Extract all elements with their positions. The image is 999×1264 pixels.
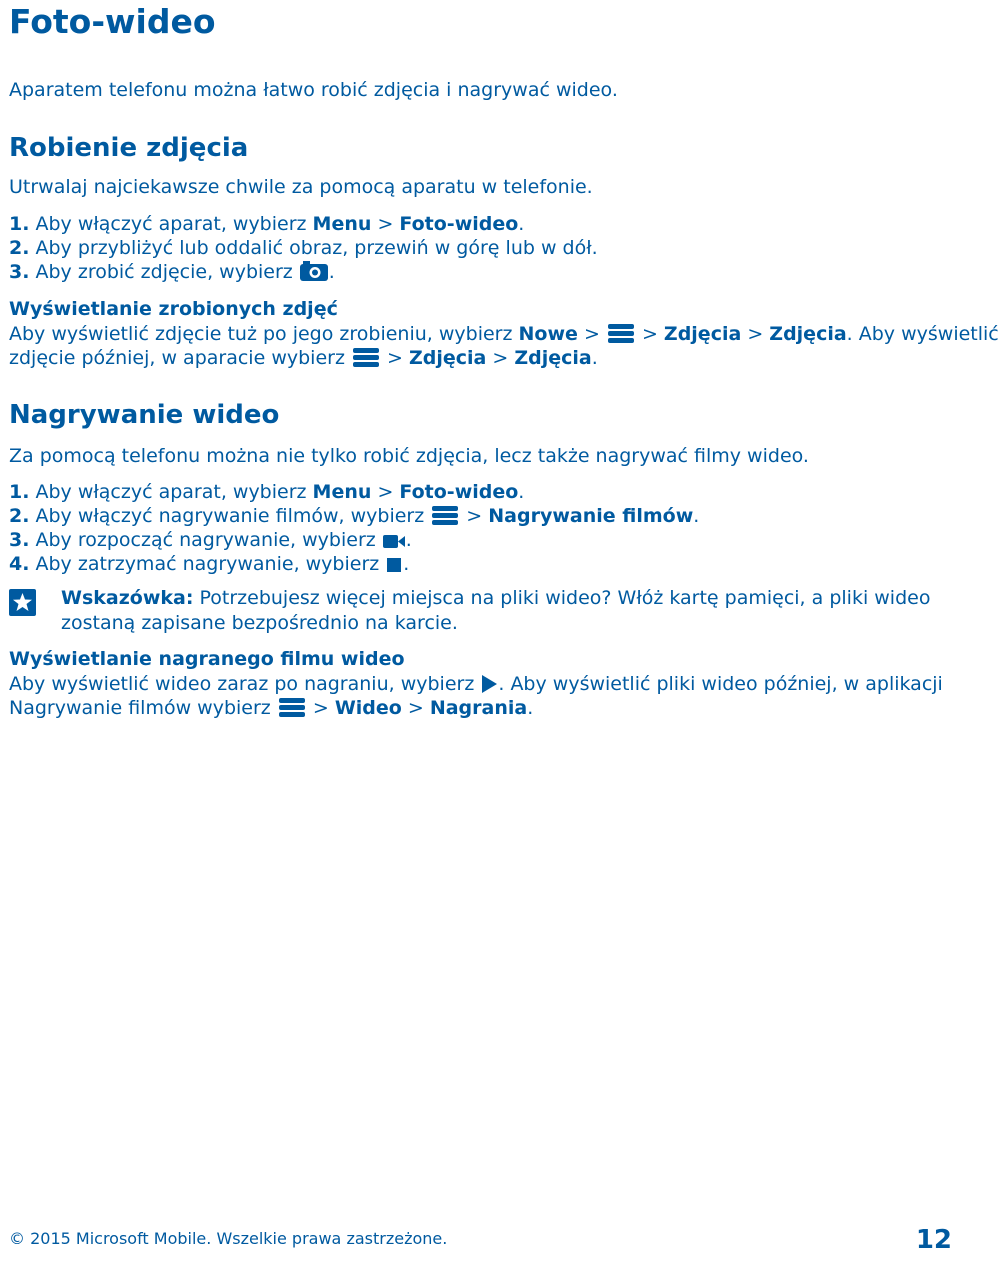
video-step-4 <box>9 552 409 580</box>
menu-icon[interactable] <box>432 504 458 526</box>
separator: > <box>371 213 400 235</box>
camera-icon[interactable] <box>299 260 329 288</box>
photo-heading: Robienie zdjęcia <box>9 133 249 163</box>
period: . <box>518 213 525 235</box>
page-number: 12 <box>915 1225 952 1255</box>
period: . <box>405 529 412 551</box>
photo-step-3 <box>9 260 335 288</box>
foto-wideo-link[interactable]: Foto-wideo <box>399 481 519 503</box>
separator: > <box>486 347 515 369</box>
tip-text: Potrzebujesz więcej miejsca na pliki wideo? Włóż kartę pamięci, a pliki wideo <box>193 587 931 609</box>
menu-icon[interactable] <box>279 696 305 718</box>
photo-desc: Utrwalaj najciekawsze chwile za pomocą aparatu w telefonie. <box>9 176 593 198</box>
step-text: Aby rozpocząć nagrywanie, wybierz <box>35 529 382 551</box>
zdjecia-link[interactable]: Zdjęcia <box>663 323 742 345</box>
page-title: Foto-wideo <box>9 2 216 41</box>
separator: > <box>306 697 335 719</box>
foto-wideo-link[interactable]: Foto-wideo <box>399 213 519 235</box>
zdjecia-link[interactable]: Zdjęcia <box>769 323 847 345</box>
menu-link[interactable]: Menu <box>312 213 372 235</box>
period: . <box>693 505 700 527</box>
step-text: Aby przybliżyć lub oddalić obraz, przewiń w górę lub w dół. <box>35 237 598 259</box>
video-step-1 <box>9 480 524 504</box>
nagrania-link[interactable]: Nagrania <box>429 697 528 719</box>
step-text: Aby zatrzymać nagrywanie, wybierz <box>35 553 386 575</box>
text: . Aby wyświetlić <box>846 323 999 345</box>
stop-icon[interactable] <box>385 556 403 580</box>
step-number: 2. <box>9 237 30 259</box>
separator: > <box>371 481 400 503</box>
period: . <box>591 347 598 369</box>
text: Aby wyświetlić zdjęcie tuż po jego zrobieniu, wybierz <box>9 323 519 345</box>
tip-box <box>61 586 930 636</box>
photo-view-line-2 <box>9 346 598 370</box>
separator: > <box>577 323 606 345</box>
zdjecia-link[interactable]: Zdjęcia <box>408 347 487 369</box>
video-heading: Nagrywanie wideo <box>9 400 280 430</box>
step-number: 3. <box>9 261 30 283</box>
photo-view-line-1 <box>9 322 999 346</box>
video-step-2 <box>9 504 699 528</box>
photo-view-heading: Wyświetlanie zrobionych zdjęć <box>9 298 338 320</box>
step-text: Aby włączyć aparat, wybierz <box>35 481 313 503</box>
menu-icon[interactable] <box>608 322 634 344</box>
separator: > <box>401 697 430 719</box>
separator: > <box>741 323 770 345</box>
text: Nagrywanie filmów wybierz <box>9 697 277 719</box>
video-desc: Za pomocą telefonu można nie tylko robić zdjęcia, lecz także nagrywać filmy wideo. <box>9 445 809 467</box>
photo-step-2 <box>9 236 598 260</box>
period: . <box>328 261 335 283</box>
tip-label: Wskazówka: <box>61 587 194 609</box>
star-icon <box>9 589 36 616</box>
period: . <box>403 553 410 575</box>
step-number: 1. <box>9 481 30 503</box>
period: . <box>527 697 534 719</box>
wideo-link[interactable]: Wideo <box>334 697 402 719</box>
step-text: Aby włączyć aparat, wybierz <box>35 213 313 235</box>
separator: > <box>380 347 409 369</box>
nowe-link[interactable]: Nowe <box>518 323 578 345</box>
separator: > <box>635 323 664 345</box>
tip-line-1 <box>61 586 930 611</box>
menu-icon[interactable] <box>353 346 379 368</box>
video-view-line-2 <box>9 696 533 720</box>
step-text: Aby zrobić zdjęcie, wybierz <box>35 261 299 283</box>
photo-step-1 <box>9 212 524 236</box>
step-number: 4. <box>9 553 30 575</box>
step-text: Aby włączyć nagrywanie filmów, wybierz <box>35 505 431 527</box>
step-number: 2. <box>9 505 30 527</box>
footer-copyright: © 2015 Microsoft Mobile. Wszelkie prawa zastrzeżone. <box>9 1229 448 1248</box>
video-view-heading: Wyświetlanie nagranego filmu wideo <box>9 648 405 670</box>
step-number: 1. <box>9 213 30 235</box>
intro-text: Aparatem telefonu można łatwo robić zdjęcia i nagrywać wideo. <box>9 79 618 101</box>
menu-link[interactable]: Menu <box>312 481 372 503</box>
text: zdjęcie później, w aparacie wybierz <box>9 347 351 369</box>
nagrywanie-filmow-link[interactable]: Nagrywanie filmów <box>488 505 694 527</box>
step-number: 3. <box>9 529 30 551</box>
period: . <box>518 481 525 503</box>
zdjecia-link[interactable]: Zdjęcia <box>514 347 592 369</box>
text: Aby wyświetlić wideo zaraz po nagraniu, wybierz <box>9 673 481 695</box>
separator: > <box>460 505 489 527</box>
tip-line-2: zostaną zapisane bezpośrednio na karcie. <box>61 612 458 634</box>
text: . Aby wyświetlić pliki wideo później, w aplikacji <box>498 673 943 695</box>
